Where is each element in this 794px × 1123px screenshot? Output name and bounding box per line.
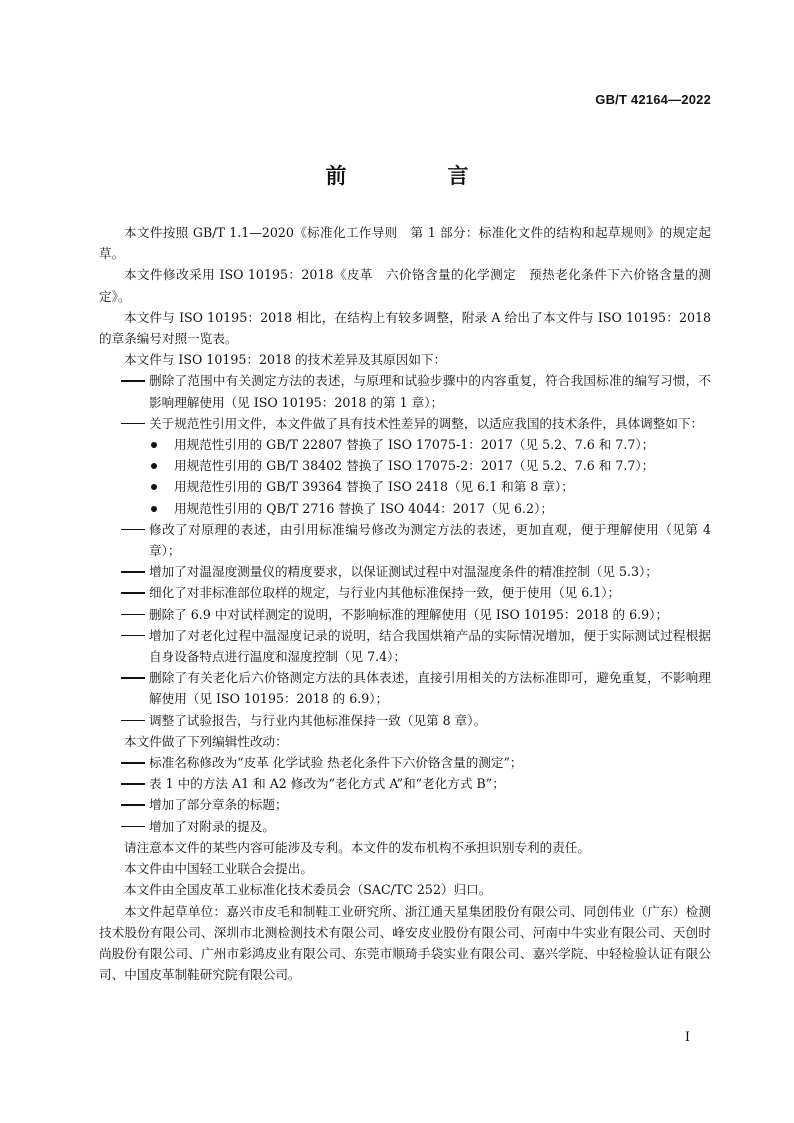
list-item: 删除了有关老化后六价铬测定方法的具体表述，直接引用相关的方法标准即可，避免重复，不影响理解使用（见 ISO 10195：2018 的 6.9）；	[149, 670, 711, 707]
paragraph-drafting-rules: 本文件按照 GB/T 1.1—2020《标准化工作导则 第 1 部分：标准化文件的结构和起草规则》的规定起草。	[99, 225, 711, 262]
list-item: 关于规范性引用文件，本文件做了具有技术性差异的调整，以适应我国的技术条件，具体调整如下：	[149, 415, 704, 431]
list-item: 表 1 中的方法 A1 和 A2 修改为“老化方式 A”和“老化方式 B”；	[149, 776, 505, 792]
list-item: 增加了对老化过程中温湿度记录的说明，结合我国烘箱产品的实际情况增加，便于实际测试过程根据自身设备特点进行温度和湿度控制（见 7.4）；	[149, 627, 711, 665]
paragraph-editorial-intro: 本文件做了下列编辑性改动：	[124, 733, 288, 749]
page-number: I	[684, 1030, 690, 1045]
paragraph-adoption: 本文件修改采用 ISO 10195：2018《皮革 六价铬含量的化学测定 预热老化条件下六价铬含量的测定》。	[99, 267, 711, 304]
list-item: 增加了对附录的提及。	[149, 818, 275, 834]
list-item: 细化了对非标准部位取样的规定，与行业内其他标准保持一致，便于使用（见 6.1）；	[149, 585, 621, 601]
paragraph-patent-notice: 请注意本文件的某些内容可能涉及专利。本文件的发布机构不承担识别专利的责任。	[124, 839, 590, 855]
foreword-body	[99, 222, 711, 985]
page-title: 前 言	[325, 164, 509, 188]
list-item: 增加了对温湿度测量仪的精度要求，以保证测试过程中对温湿度条件的精准控制（见 5.3）；	[149, 564, 658, 580]
bullet-icon	[151, 484, 157, 490]
sub-list-item: 用规范性引用的 GB/T 22807 替换了 ISO 17075-1：2017（见 5.2、7.6 和 7.7）；	[99, 434, 711, 455]
sub-list-item: 用规范性引用的 GB/T 38402 替换了 ISO 17075-2：2017（见 5.2、7.6 和 7.7）；	[99, 455, 711, 476]
sub-list-item: 用规范性引用的 GB/T 39364 替换了 ISO 2418（见 6.1 和第 8 章）；	[99, 476, 711, 497]
paragraph-drafting-units: 本文件起草单位：嘉兴市皮毛和制鞋工业研究所、浙江通天星集团股份有限公司、同创伟业（广东）检测技术股份有限公司、深圳市北测检测技术有限公司、峰安皮业股份有限公司、河南中牛实业有限公司、天创时尚股份有限公司、广州市彩鸿皮业有限公司、东莞市顺琦手袋实业有限公司、嘉兴学院、中轻检验认证有限公司、中国皮革制鞋研究院有限公司。	[99, 903, 711, 983]
bullet-icon	[151, 463, 157, 469]
list-item: 修改了对原理的表述，由引用标准编号修改为测定方法的表述，更加直观，便于理解使用（见第 4 章）；	[149, 521, 711, 559]
list-item: 删除了 6.9 中对试样测定的说明，不影响标准的理解使用（见 ISO 10195：2018 的 6.9）；	[149, 606, 669, 622]
paragraph-proposed-by: 本文件由中国轻工业联合会提出。	[124, 861, 313, 877]
sub-list-item: 用规范性引用的 QB/T 2716 替换了 ISO 4044：2017（见 6.2）；	[99, 498, 711, 519]
bullet-icon	[151, 506, 157, 512]
list-item: 调整了试验报告，与行业内其他标准保持一致（见第 8 章）。	[149, 712, 487, 728]
paragraph-managed-by: 本文件由全国皮革工业标准化技术委员会（SAC/TC 252）归口。	[124, 882, 492, 898]
list-item: 标准名称修改为“皮革 化学试验 热老化条件下六价铬含量的测定”；	[149, 755, 523, 771]
paragraph-tech-differences-intro: 本文件与 ISO 10195：2018 的技术差异及其原因如下：	[124, 352, 447, 368]
bullet-icon	[151, 442, 157, 448]
list-item: 删除了范围中有关测定方法的表述，与原理和试验步骤中的内容重复，符合我国标准的编写习惯，不影响理解使用（见 ISO 10195：2018 的第 1 章）；	[149, 373, 711, 410]
paragraph-structure-comparison: 本文件与 ISO 10195：2018 相比，在结构上有较多调整，附录 A 给出了本文件与 ISO 10195：2018 的章条编号对照一览表。	[99, 309, 711, 347]
standard-number: GB/T 42164—2022	[595, 92, 711, 107]
list-item: 增加了部分章条的标题；	[149, 797, 288, 813]
